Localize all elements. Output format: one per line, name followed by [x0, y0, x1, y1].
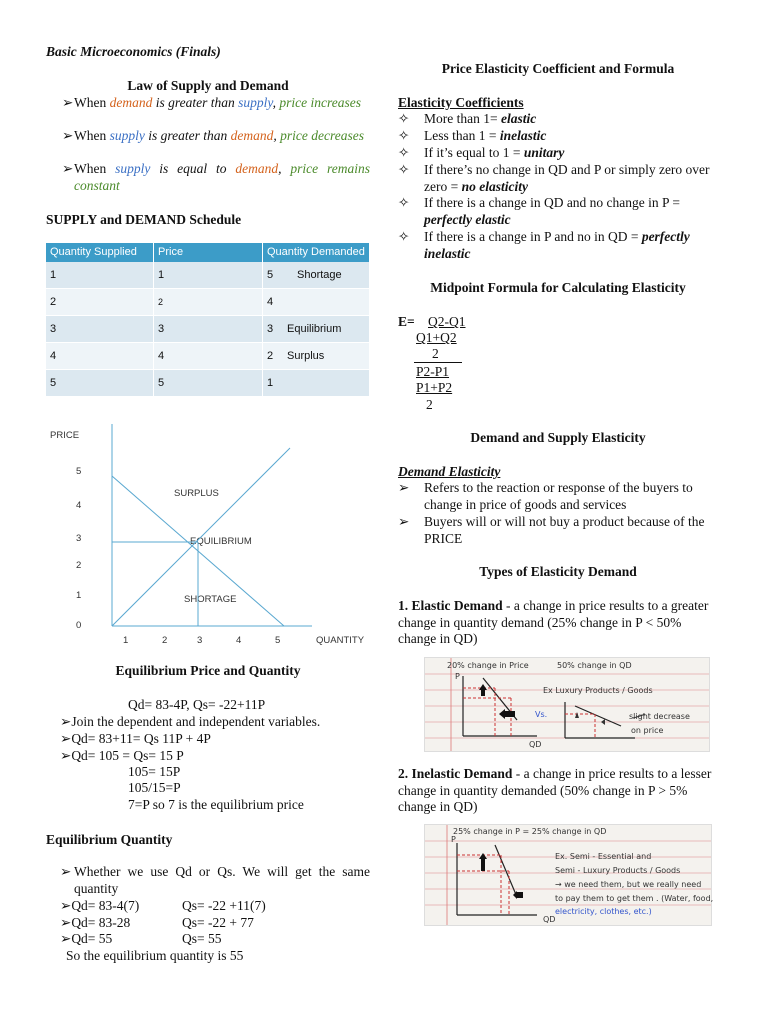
y-tick: 1: [76, 590, 82, 601]
formula-divider: [414, 362, 462, 363]
elastic-paragraph: 1. Elastic Demand - a change in price results to a greater change in quantity demand (25% change in P < 50% change in QD): [398, 598, 709, 646]
arrow-bullet-icon: ➢: [60, 898, 72, 913]
eqq-row: ➢Qd= 55: [60, 931, 113, 946]
cell-value: 5: [267, 269, 274, 281]
arrow-bullet-icon: ➢: [60, 931, 72, 946]
arrow-bullet-icon: ➢: [398, 514, 410, 529]
sketch-text: Ex Luxury Products / Goods: [543, 686, 653, 695]
sketch-text: P: [451, 835, 456, 844]
eqq-conclusion: So the equilibrium quantity is 55: [66, 948, 244, 963]
cell-note: Equilibrium: [287, 323, 342, 335]
arrow-bullet-icon: ➢: [62, 95, 74, 110]
cell-value: 4: [267, 296, 274, 308]
arrow-bullet-icon: ➢: [62, 128, 74, 143]
sketch-text: to pay them to get them . (Water, food,: [555, 894, 714, 903]
elastic-demand-sketch: [424, 657, 710, 752]
x-tick: 5: [275, 635, 281, 646]
pe-heading: Price Elasticity Coefficient and Formula: [441, 61, 675, 76]
eq-calc: 7=P so 7 is the equilibrium price: [128, 797, 304, 812]
y-tick: 0: [76, 620, 82, 631]
cell-value: 1: [267, 377, 274, 389]
law-item-2: ➢ When supply is greater than demand, price decreases: [62, 128, 364, 143]
table-header-row: [46, 243, 370, 262]
table-cell: 3: [154, 316, 263, 343]
course-title: Basic Microeconomics (Finals): [46, 44, 221, 59]
inelastic-paragraph: 2. Inelastic Demand - a change in price results to a lesser change in quantity demanded (50% change in P > 5% change in QD): [398, 766, 712, 814]
inelastic-demand-sketch: [424, 824, 712, 926]
eqq-row: ➢Qd= 83-4(7): [60, 898, 140, 913]
table-cell: 5: [46, 370, 154, 397]
formula-denominator-diff: P2-P1: [416, 364, 450, 379]
formula-e: E=: [398, 314, 415, 329]
coef-item: ✧ If there’s no change in QD and P or simply zero over zero = no elasticity: [398, 162, 710, 194]
sketch-text: Semi - Luxury Products / Goods: [555, 866, 681, 875]
table-cell: [263, 316, 370, 343]
sketch-text: 50% change in QD: [557, 661, 632, 670]
eq-line: Qd= 83-4P, Qs= -22+11P: [128, 697, 266, 712]
midpoint-heading: Midpoint Formula for Calculating Elasticity: [430, 280, 686, 295]
formula-numerator-half: 2: [432, 346, 439, 361]
x-tick: 1: [123, 635, 129, 646]
arrow-bullet-icon: ➢: [60, 915, 72, 930]
eqq-row-qs: Qs= 55: [182, 931, 222, 946]
equilibrium-label: EQUILIBRIUM: [190, 536, 252, 547]
eqq-row-qs: Qs= -22 + 77: [182, 915, 254, 930]
table-cell: 5: [154, 370, 263, 397]
coef-item: ✧ If there is a change in P and no in QD = perfectly inelastic: [398, 229, 690, 261]
y-tick: 2: [76, 560, 82, 571]
arrow-bullet-icon: ➢: [62, 161, 74, 176]
table-cell: 4: [46, 343, 154, 370]
table-cell: [263, 370, 370, 397]
table-cell: [263, 343, 370, 370]
eq-step: ➢Join the dependent and independent variables.: [60, 714, 321, 729]
sketch-text: electricity, clothes, etc.): [555, 907, 652, 916]
sketch-text: 20% change in Price: [447, 661, 529, 670]
law-item-1: ➢ When demand is greater than supply, price increases: [62, 95, 361, 110]
y-tick: 4: [76, 500, 82, 511]
sketch-text: 25% change in P = 25% change in QD: [453, 827, 607, 836]
eq-calc: 105= 15P: [128, 764, 181, 779]
table-header: Price: [154, 243, 263, 262]
cell-value: 3: [267, 323, 274, 335]
table-row: [46, 262, 370, 289]
table-cell: 1: [154, 262, 263, 289]
sketch-text: QD: [529, 740, 542, 749]
arrow-bullet-icon: ➢: [398, 480, 410, 495]
table-cell: [263, 262, 370, 289]
sketch-text: → we need them, but we really need: [555, 880, 702, 889]
eqq-intro: ➢ Whether we use Qd or Qs. We will get the same quantity: [60, 864, 370, 896]
eq-step: ➢Qd= 105 = Qs= 15 P: [60, 748, 184, 763]
arrow-bullet-icon: ➢: [60, 748, 72, 763]
four-point-star-icon: ✧: [398, 195, 410, 210]
four-point-star-icon: ✧: [398, 111, 410, 126]
coef-item: ✧ Less than 1 = inelastic: [398, 128, 547, 143]
formula-numerator-diff: Q2-Q1: [428, 314, 466, 329]
sketch-text: P: [455, 672, 460, 681]
sketch-text: Ex. Semi - Essential and: [555, 852, 652, 861]
table-header: Quantity Demanded: [263, 243, 370, 262]
de-item: ➢ Buyers will or will not buy a product because of the PRICE: [398, 514, 705, 546]
sketch-text: QD: [543, 915, 556, 924]
table-cell: [263, 289, 370, 316]
ds-heading: Demand and Supply Elasticity: [470, 430, 646, 445]
eq-calc: 105/15=P: [128, 780, 181, 795]
schedule-table: [46, 243, 370, 397]
table-header: Quantity Supplied: [46, 243, 154, 262]
table-row: [46, 343, 370, 370]
table-cell: 1: [46, 262, 154, 289]
arrow-bullet-icon: ➢: [60, 714, 72, 729]
y-tick: 3: [76, 533, 82, 544]
eq-heading: Equilibrium Price and Quantity: [115, 663, 301, 678]
arrow-bullet-icon: ➢: [60, 864, 72, 879]
four-point-star-icon: ✧: [398, 128, 410, 143]
table-row: [46, 316, 370, 343]
table-cell: 2: [46, 289, 154, 316]
y-tick: 5: [76, 466, 82, 477]
x-tick: 2: [162, 635, 168, 646]
table-cell: 3: [46, 316, 154, 343]
coef-item: ✧ If it’s equal to 1 = unitary: [398, 145, 565, 160]
table-row: [46, 370, 370, 397]
table-cell: 4: [154, 343, 263, 370]
arrow-bullet-icon: ➢: [60, 731, 72, 746]
eqq-heading: Equilibrium Quantity: [46, 832, 173, 847]
cell-note: Surplus: [287, 350, 325, 362]
coef-item: ✧ If there is a change in QD and no change in P = perfectly elastic: [398, 195, 681, 227]
supply-demand-graph: [46, 424, 376, 648]
law-item-3: ➢ When supply is equal to demand, price remains constant: [62, 161, 371, 193]
x-tick: 3: [197, 635, 203, 646]
x-axis-label: QUANTITY: [316, 635, 365, 646]
table-cell: 2: [154, 289, 263, 316]
law-heading: Law of Supply and Demand: [127, 78, 289, 93]
four-point-star-icon: ✧: [398, 162, 410, 177]
sketch-text: Vs.: [535, 710, 548, 719]
eq-step: ➢Qd= 83+11= Qs 11P + 4P: [60, 731, 211, 746]
four-point-star-icon: ✧: [398, 229, 410, 244]
elastic-sketch-lines: [425, 658, 709, 751]
table-row: [46, 289, 370, 316]
formula-denominator-sum: P1+P2: [416, 380, 453, 395]
formula-numerator-sum: Q1+Q2: [416, 330, 457, 345]
de-item: ➢ Refers to the reaction or response of the buyers to change in price of goods and services: [398, 480, 693, 512]
sketch-text: on price: [631, 726, 664, 735]
cell-note: Shortage: [297, 269, 342, 281]
types-heading: Types of Elasticity Demand: [479, 564, 637, 579]
y-axis-label: PRICE: [50, 430, 80, 441]
de-heading: Demand Elasticity: [398, 464, 501, 479]
formula-denominator-half: 2: [426, 397, 433, 412]
eqq-row: ➢Qd= 83-28: [60, 915, 131, 930]
surplus-label: SURPLUS: [174, 488, 219, 499]
shortage-label: SHORTAGE: [184, 594, 237, 605]
four-point-star-icon: ✧: [398, 145, 410, 160]
x-tick: 4: [236, 635, 242, 646]
coef-heading: Elasticity Coefficients: [398, 95, 524, 110]
schedule-heading: SUPPLY and DEMAND Schedule: [46, 212, 242, 227]
sketch-text: slight decrease: [629, 712, 690, 721]
eqq-row-qs: Qs= -22 +11(7): [182, 898, 266, 913]
cell-value: 2: [267, 350, 274, 362]
coef-item: ✧ More than 1= elastic: [398, 111, 537, 126]
